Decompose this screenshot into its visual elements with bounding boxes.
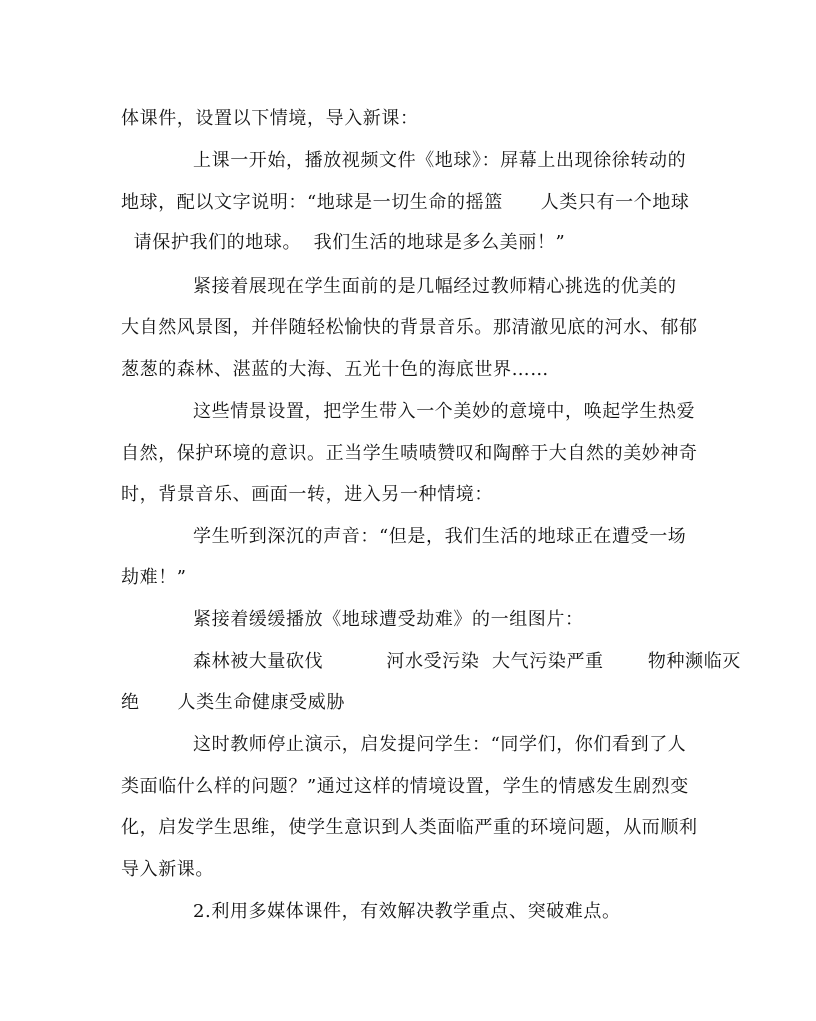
text-line: 地球，配以文字说明：“地球是一切生命的摇篮 人类只有一个地球 (121, 192, 690, 213)
text-line: 请保护我们的地球。 我们生活的地球是多么美丽！” (121, 232, 566, 253)
text-line: 这些情景设置，把学生带入一个美妙的意境中，唤起学生热爱 (193, 401, 696, 422)
text-line: 劫难！” (121, 567, 187, 588)
text-line: 大自然风景图，并伴随轻松愉快的背景音乐。那清澈见底的河水、郁郁 (121, 317, 698, 338)
text-line: 绝 人类生命健康受威胁 (121, 692, 345, 713)
text-line: 类面临什么样的问题？”通过这样的情境设置，学生的情感发生剧烈变 (121, 776, 689, 797)
text-line: 紧接着缓缓播放《地球遭受劫难》的一组图片： (193, 609, 584, 630)
section-heading: 2.利用多媒体课件，有效解决教学重点、突破难点。 (193, 901, 621, 922)
text-line: 紧接着展现在学生面前的是几幅经过教师精心挑选的优美的 (193, 276, 677, 297)
text-line: 导入新课。 (121, 859, 214, 880)
text-line: 自然，保护环境的意识。正当学生啧啧赞叹和陶醉于大自然的美妙神奇 (121, 443, 698, 464)
text-line: 上课一开始，播放视频文件《地球》：屏幕上出现徐徐转动的 (193, 150, 687, 171)
text-line: 体课件，设置以下情境，导入新课： (121, 108, 419, 129)
text-line: 学生听到深沉的声音：“但是，我们生活的地球正在遭受一场 (193, 526, 687, 547)
text-line: 时，背景音乐、画面一转，进入另一种情境： (121, 484, 493, 505)
text-line: 森林被大量砍伐 河水受污染 大气污染严重 物种濒临灭 (193, 651, 741, 672)
text-line: 这时教师停止演示，启发提问学生：“同学们，你们看到了人 (193, 734, 687, 755)
text-line: 葱葱的森林、湛蓝的大海、五光十色的海底世界…… (121, 359, 549, 380)
text-line: 化，启发学生思维，使学生意识到人类面临严重的环境问题，从而顺利 (121, 817, 698, 838)
